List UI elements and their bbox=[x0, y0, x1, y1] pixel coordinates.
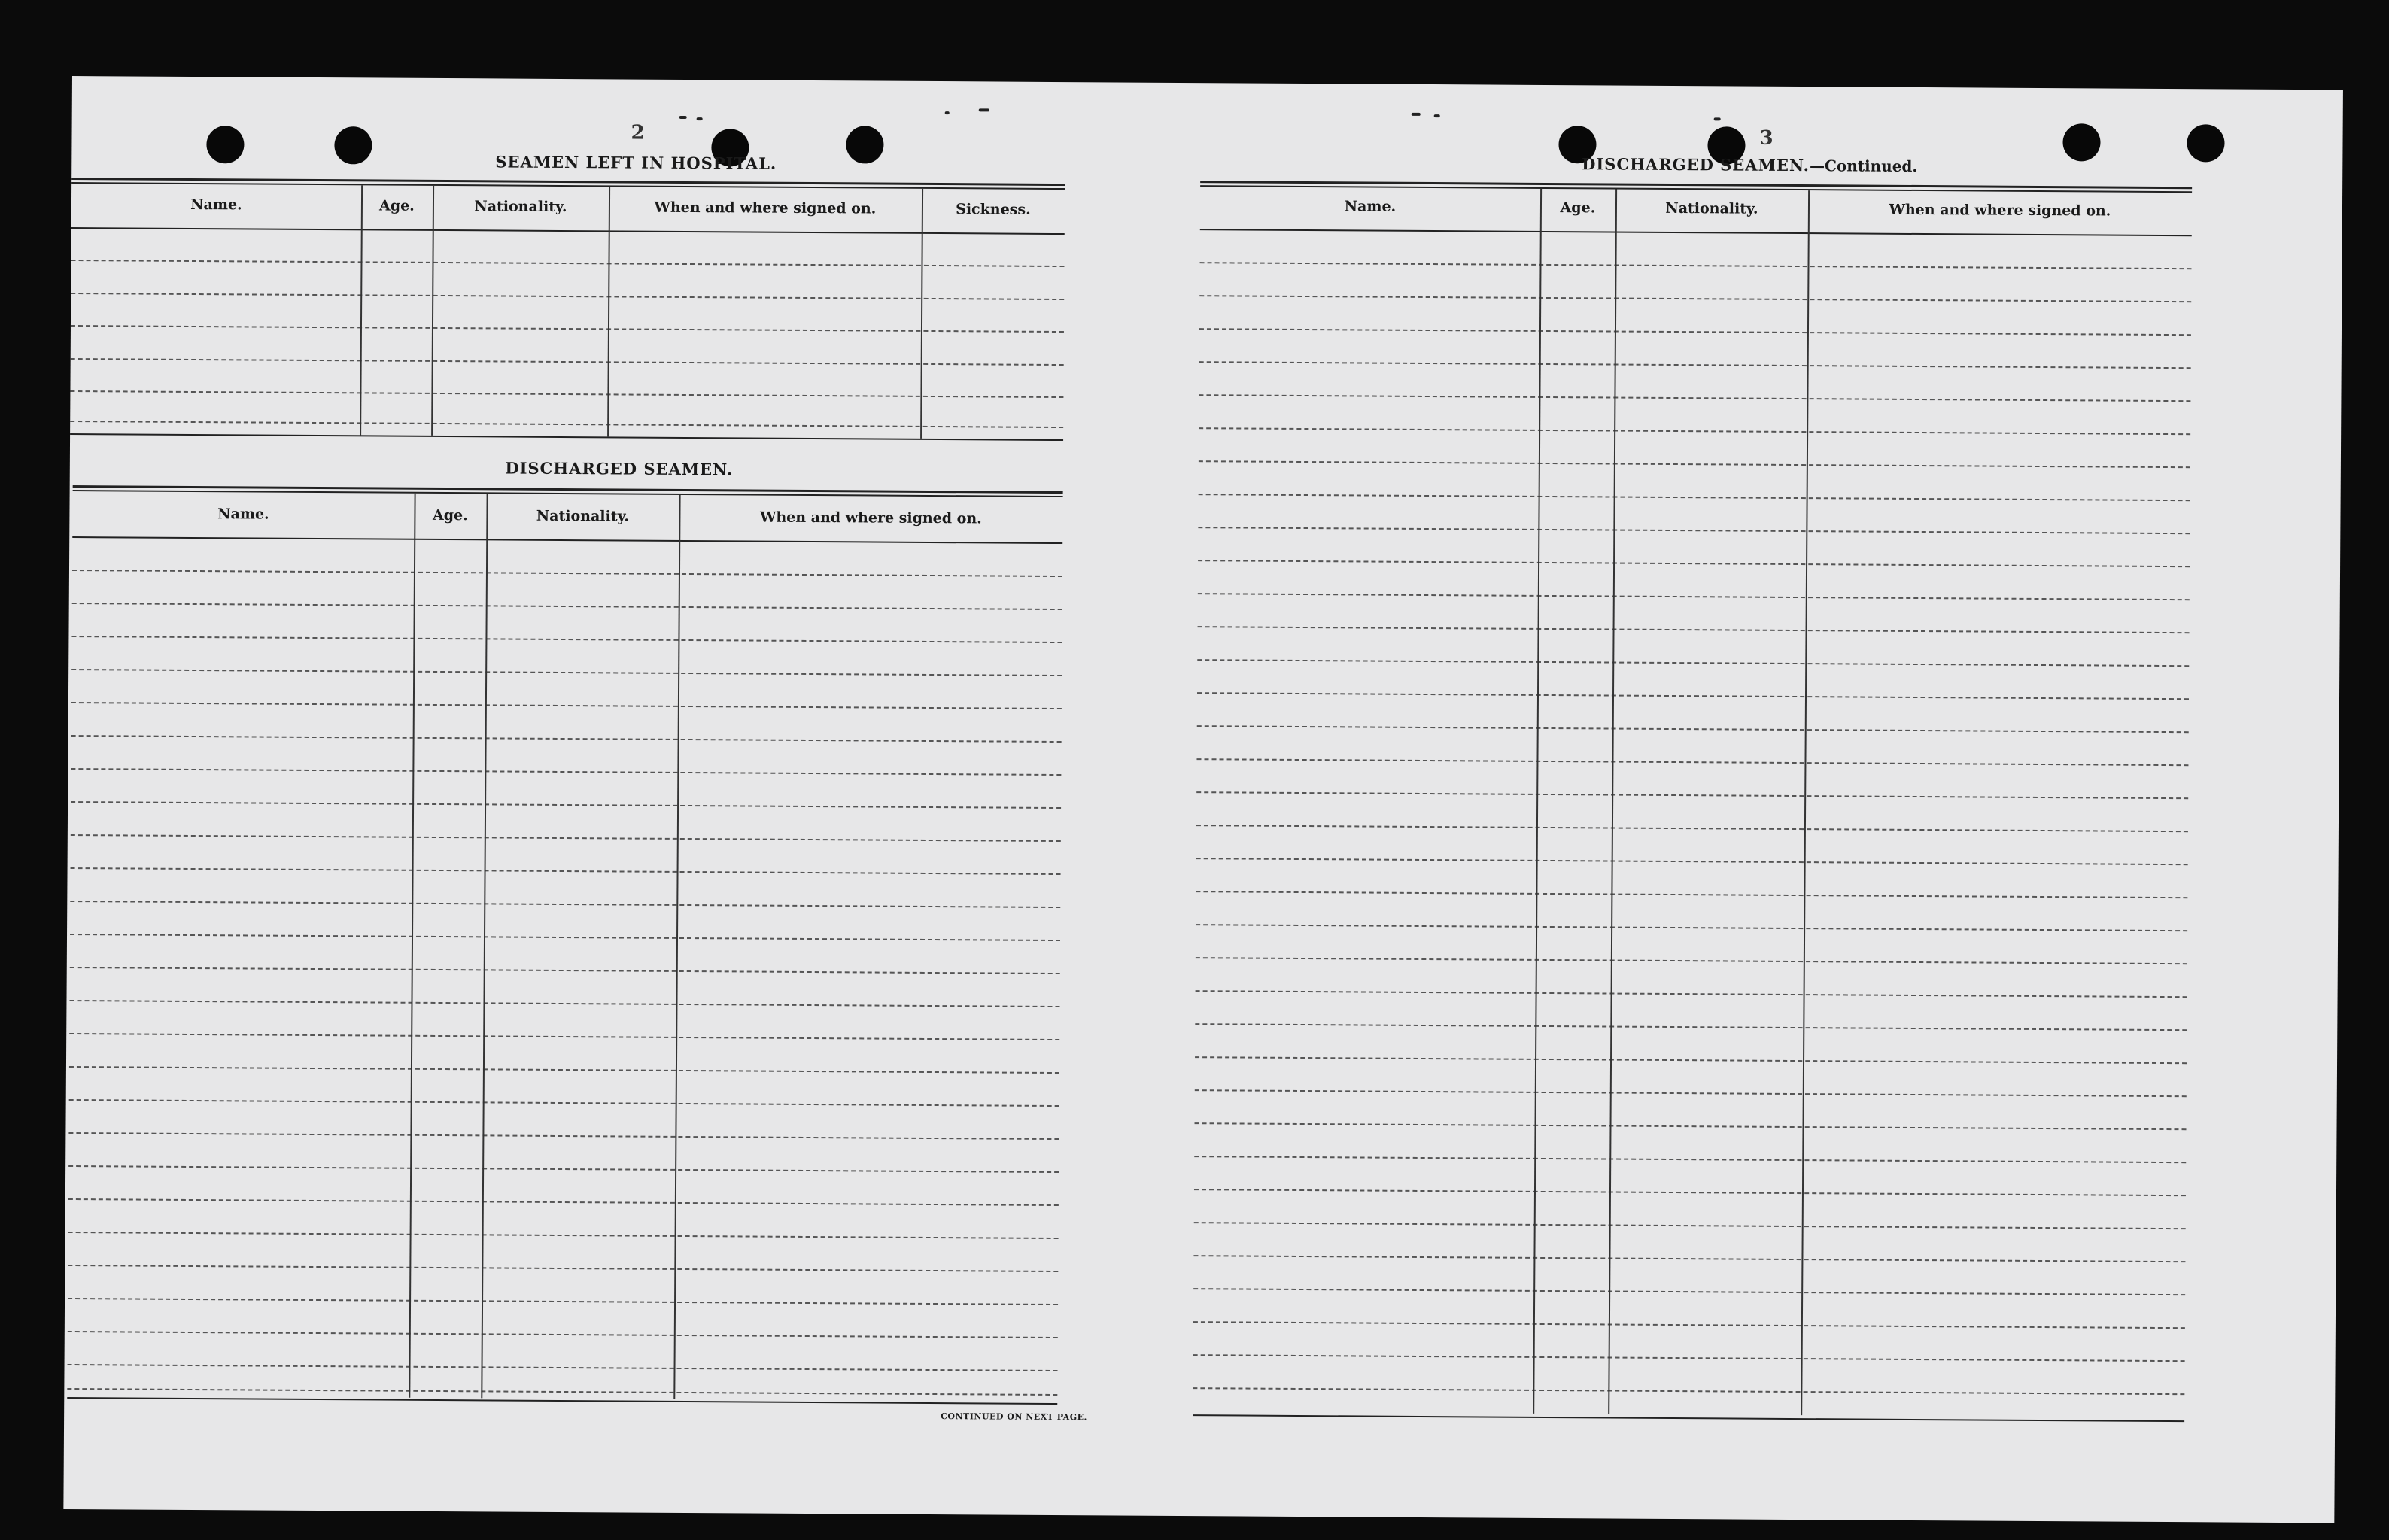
column-header-signed-on: When and where signed on. bbox=[759, 509, 982, 527]
ink-mark bbox=[679, 116, 687, 119]
punch-hole bbox=[2062, 123, 2100, 161]
discharged-section-title: DISCHARGED SEAMEN. bbox=[505, 458, 734, 479]
discharged-table bbox=[67, 485, 1063, 1418]
column-header-name: Name. bbox=[1344, 198, 1397, 215]
column-header-nationality: Nationality. bbox=[536, 507, 630, 525]
column-header-nationality: Nationality. bbox=[1665, 199, 1758, 217]
title-text: DISCHARGED SEAMEN. bbox=[1582, 154, 1810, 175]
column-header-age: Age. bbox=[379, 197, 415, 214]
column-header-name: Name. bbox=[217, 506, 269, 523]
page-number: 2 bbox=[631, 121, 645, 144]
continued-note: CONTINUED ON NEXT PAGE. bbox=[941, 1411, 1087, 1423]
punch-hole bbox=[846, 126, 883, 163]
punch-hole bbox=[334, 126, 372, 164]
hospital-table bbox=[70, 178, 1065, 448]
ink-mark bbox=[697, 117, 703, 120]
ink-mark bbox=[945, 111, 950, 114]
column-header-signed-on: When and where signed on. bbox=[654, 199, 877, 217]
ink-mark bbox=[1714, 117, 1721, 120]
ink-mark bbox=[979, 108, 989, 111]
column-header-signed-on: When and where signed on. bbox=[1889, 201, 2111, 220]
punch-hole bbox=[206, 126, 244, 163]
hospital-section-title: SEAMEN LEFT IN HOSPITAL. bbox=[495, 152, 777, 173]
title-suffix: —Continued. bbox=[1809, 156, 1918, 175]
column-header-age: Age. bbox=[432, 506, 468, 524]
column-header-nationality: Nationality. bbox=[474, 198, 567, 216]
page-number: 3 bbox=[1759, 126, 1774, 150]
column-header-age: Age. bbox=[1560, 199, 1596, 217]
discharged-continued-table bbox=[1193, 181, 2192, 1434]
ink-mark bbox=[1412, 113, 1421, 116]
punch-hole bbox=[2187, 124, 2224, 162]
ink-mark bbox=[1434, 114, 1440, 117]
discharged-continued-title bbox=[1576, 154, 1922, 175]
column-header-sickness: Sickness. bbox=[956, 201, 1031, 218]
ledger-sheet bbox=[63, 76, 2343, 1523]
column-header-name: Name. bbox=[190, 196, 242, 214]
